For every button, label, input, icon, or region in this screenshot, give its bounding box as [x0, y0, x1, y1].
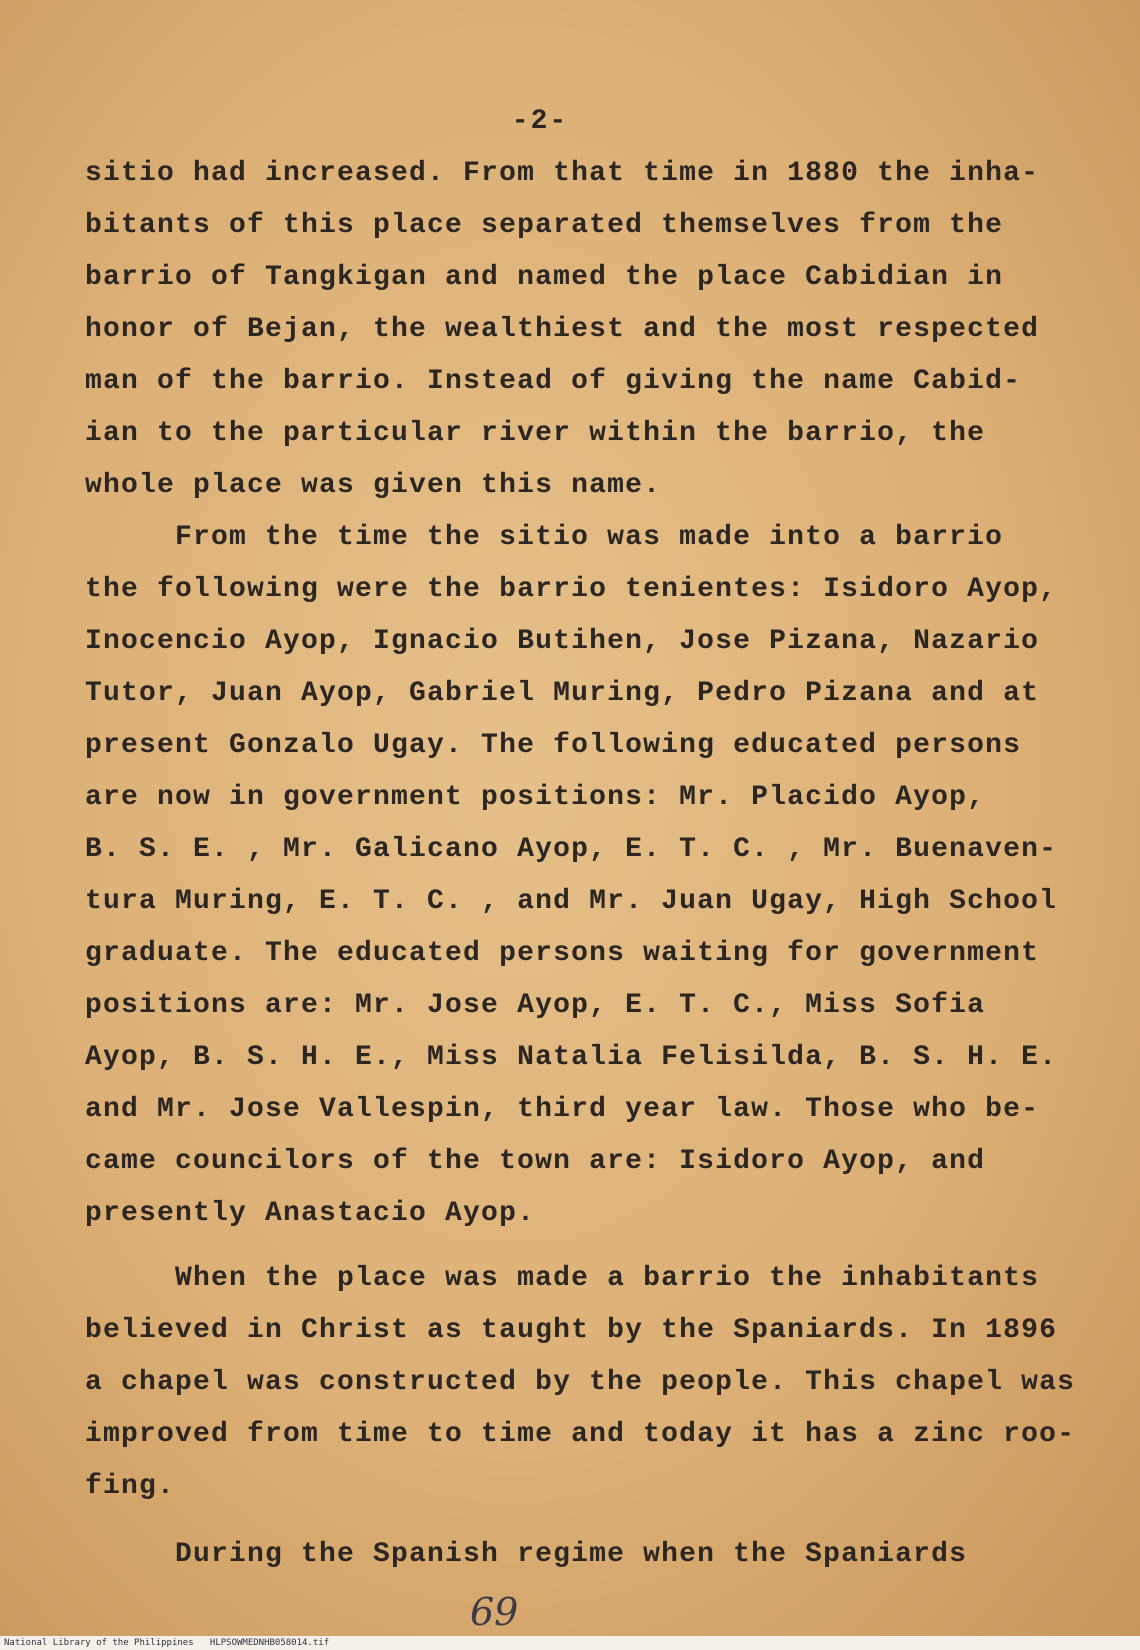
text-line: graduate. The educated persons waiting for government — [85, 938, 1040, 969]
text-line: bitants of this place separated themselves from the — [85, 210, 1004, 241]
handwritten-page-mark: 69 — [470, 1590, 519, 1634]
text-line: a chapel was constructed by the people. This chapel was — [85, 1367, 1076, 1398]
text-line: present Gonzalo Ugay. The following educated persons — [85, 730, 1022, 761]
text-line: and Mr. Jose Vallespin, third year law. Those who be- — [85, 1094, 1040, 1125]
text-line: ian to the particular river within the barrio, the — [85, 418, 986, 449]
text-line: honor of Bejan, the wealthiest and the most respected — [85, 314, 1040, 345]
page-number: -2- — [511, 106, 569, 137]
text-line: came councilors of the town are: Isidoro Ayop, and — [85, 1146, 986, 1177]
text-line: B. S. E. , Mr. Galicano Ayop, E. T. C. , Mr. Buenaven- — [85, 834, 1058, 865]
text-line: positions are: Mr. Jose Ayop, E. T. C., Miss Sofia — [85, 990, 986, 1021]
text-line: whole place was given this name. — [85, 470, 662, 501]
text-line: fing. — [85, 1471, 176, 1502]
scan-footer: National Library of the Philippines HLPSOWMEDNHB058014.tif — [0, 1636, 1140, 1650]
text-line: presently Anastacio Ayop. — [85, 1198, 536, 1229]
text-line: Inocencio Ayop, Ignacio Butihen, Jose Pizana, Nazario — [85, 626, 1040, 657]
text-line: the following were the barrio tenientes: Isidoro Ayop, — [85, 574, 1058, 605]
text-line: sitio had increased. From that time in 1880 the inha- — [85, 158, 1040, 189]
text-line: tura Muring, E. T. C. , and Mr. Juan Ugay, High School — [85, 886, 1058, 917]
text-line: believed in Christ as taught by the Spaniards. In 1896 — [85, 1315, 1058, 1346]
text-line: During the Spanish regime when the Spaniards — [85, 1539, 968, 1570]
text-line: Ayop, B. S. H. E., Miss Natalia Felisilda, B. S. H. E. — [85, 1042, 1058, 1073]
text-line: improved from time to time and today it has a zinc roo- — [85, 1419, 1076, 1450]
text-line: are now in government positions: Mr. Placido Ayop, — [85, 782, 986, 813]
text-line: barrio of Tangkigan and named the place Cabidian in — [85, 262, 1004, 293]
text-line: From the time the sitio was made into a barrio — [85, 522, 1004, 553]
text-line: man of the barrio. Instead of giving the name Cabid- — [85, 366, 1022, 397]
text-line: When the place was made a barrio the inhabitants — [85, 1263, 1040, 1294]
text-line: Tutor, Juan Ayop, Gabriel Muring, Pedro Pizana and at — [85, 678, 1040, 709]
